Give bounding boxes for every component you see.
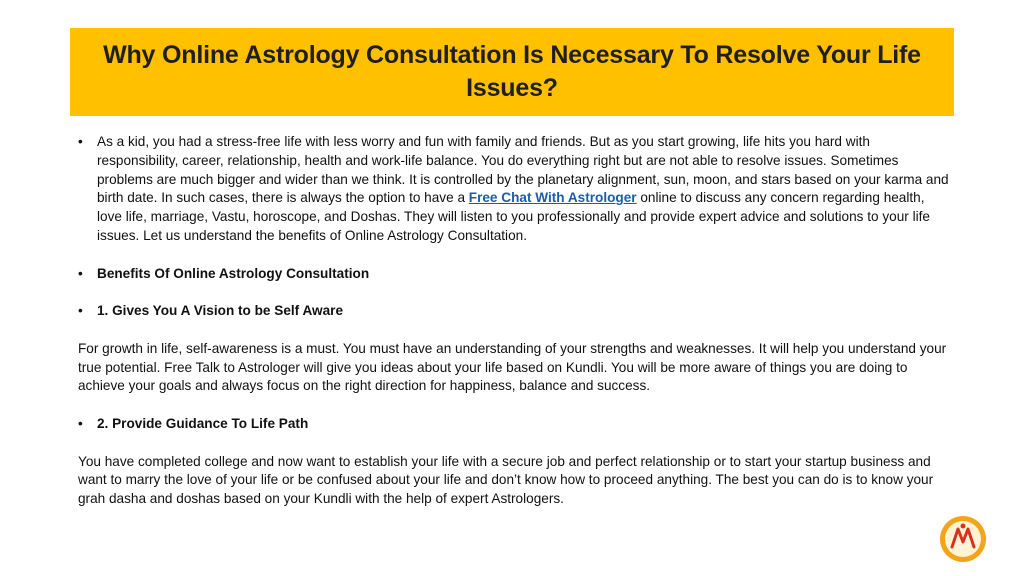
free-chat-link[interactable]: Free Chat With Astrologer [468,190,637,206]
point1-heading-text: 1. Gives You A Vision to be Self Aware [97,303,344,319]
section-heading [78,265,950,284]
point2-paragraph: You have completed college and now want to establish your life with a secure job and perfect relationship or to start your startup business and want to marry the love of your life or be confused about your life and don’t know how to proceed anything. The best you can do is to know your grah dasha and doshas based on your Kundli with the help of expert Astrologers. [78,453,934,507]
intro-text-part2: online to discuss any concern regarding health, love life, marriage, Vastu, horoscope, and Doshas. They will listen to you professionally and provide expert advice and solutions to your life issues. Let us understand the benefits of Online Astrology Consultation. [97,190,930,243]
slide-content [78,133,950,509]
point1-paragraph: For growth in life, self-awareness is a must. You must have an understanding of your strengths and weaknesses. It will help you understand your true potential. Free Talk to Astrologer will give you ideas about your life based on Kundli. You will be more aware of things you are doing to achieve your goals and always focus on the right direction for happiness, balance and success. [78,340,947,394]
section-heading-text: Benefits Of Online Astrology Consultation [97,265,370,281]
brand-logo-icon[interactable] [938,514,988,564]
point1-heading [78,302,950,321]
intro-text-part1: As a kid, you had a stress-free life with less worry and fun with family and friends. But as you start growing, life hits you hard with responsibility, career, relationship, health and work-life balance. You do everything right but are not able to resolve issues. Sometimes problems are much bigger and wider than we think. It is controlled by the planetary alignment, sun, moon, and stars based on your karma and birth date. In such cases, there is always the option to have a [97,134,949,206]
intro-paragraph [78,133,950,246]
point2-heading-text: 2. Provide Guidance To Life Path [97,415,309,431]
bullet-icon: • [78,265,83,281]
page-title: Why Online Astrology Consultation Is Necessary To Resolve Your Life Issues? [103,41,921,102]
bullet-icon: • [78,415,83,431]
bullet-icon: • [78,134,83,149]
title-band [70,28,954,116]
point2-heading [78,415,950,434]
logo-dot [961,524,966,529]
bullet-icon: • [78,303,83,319]
